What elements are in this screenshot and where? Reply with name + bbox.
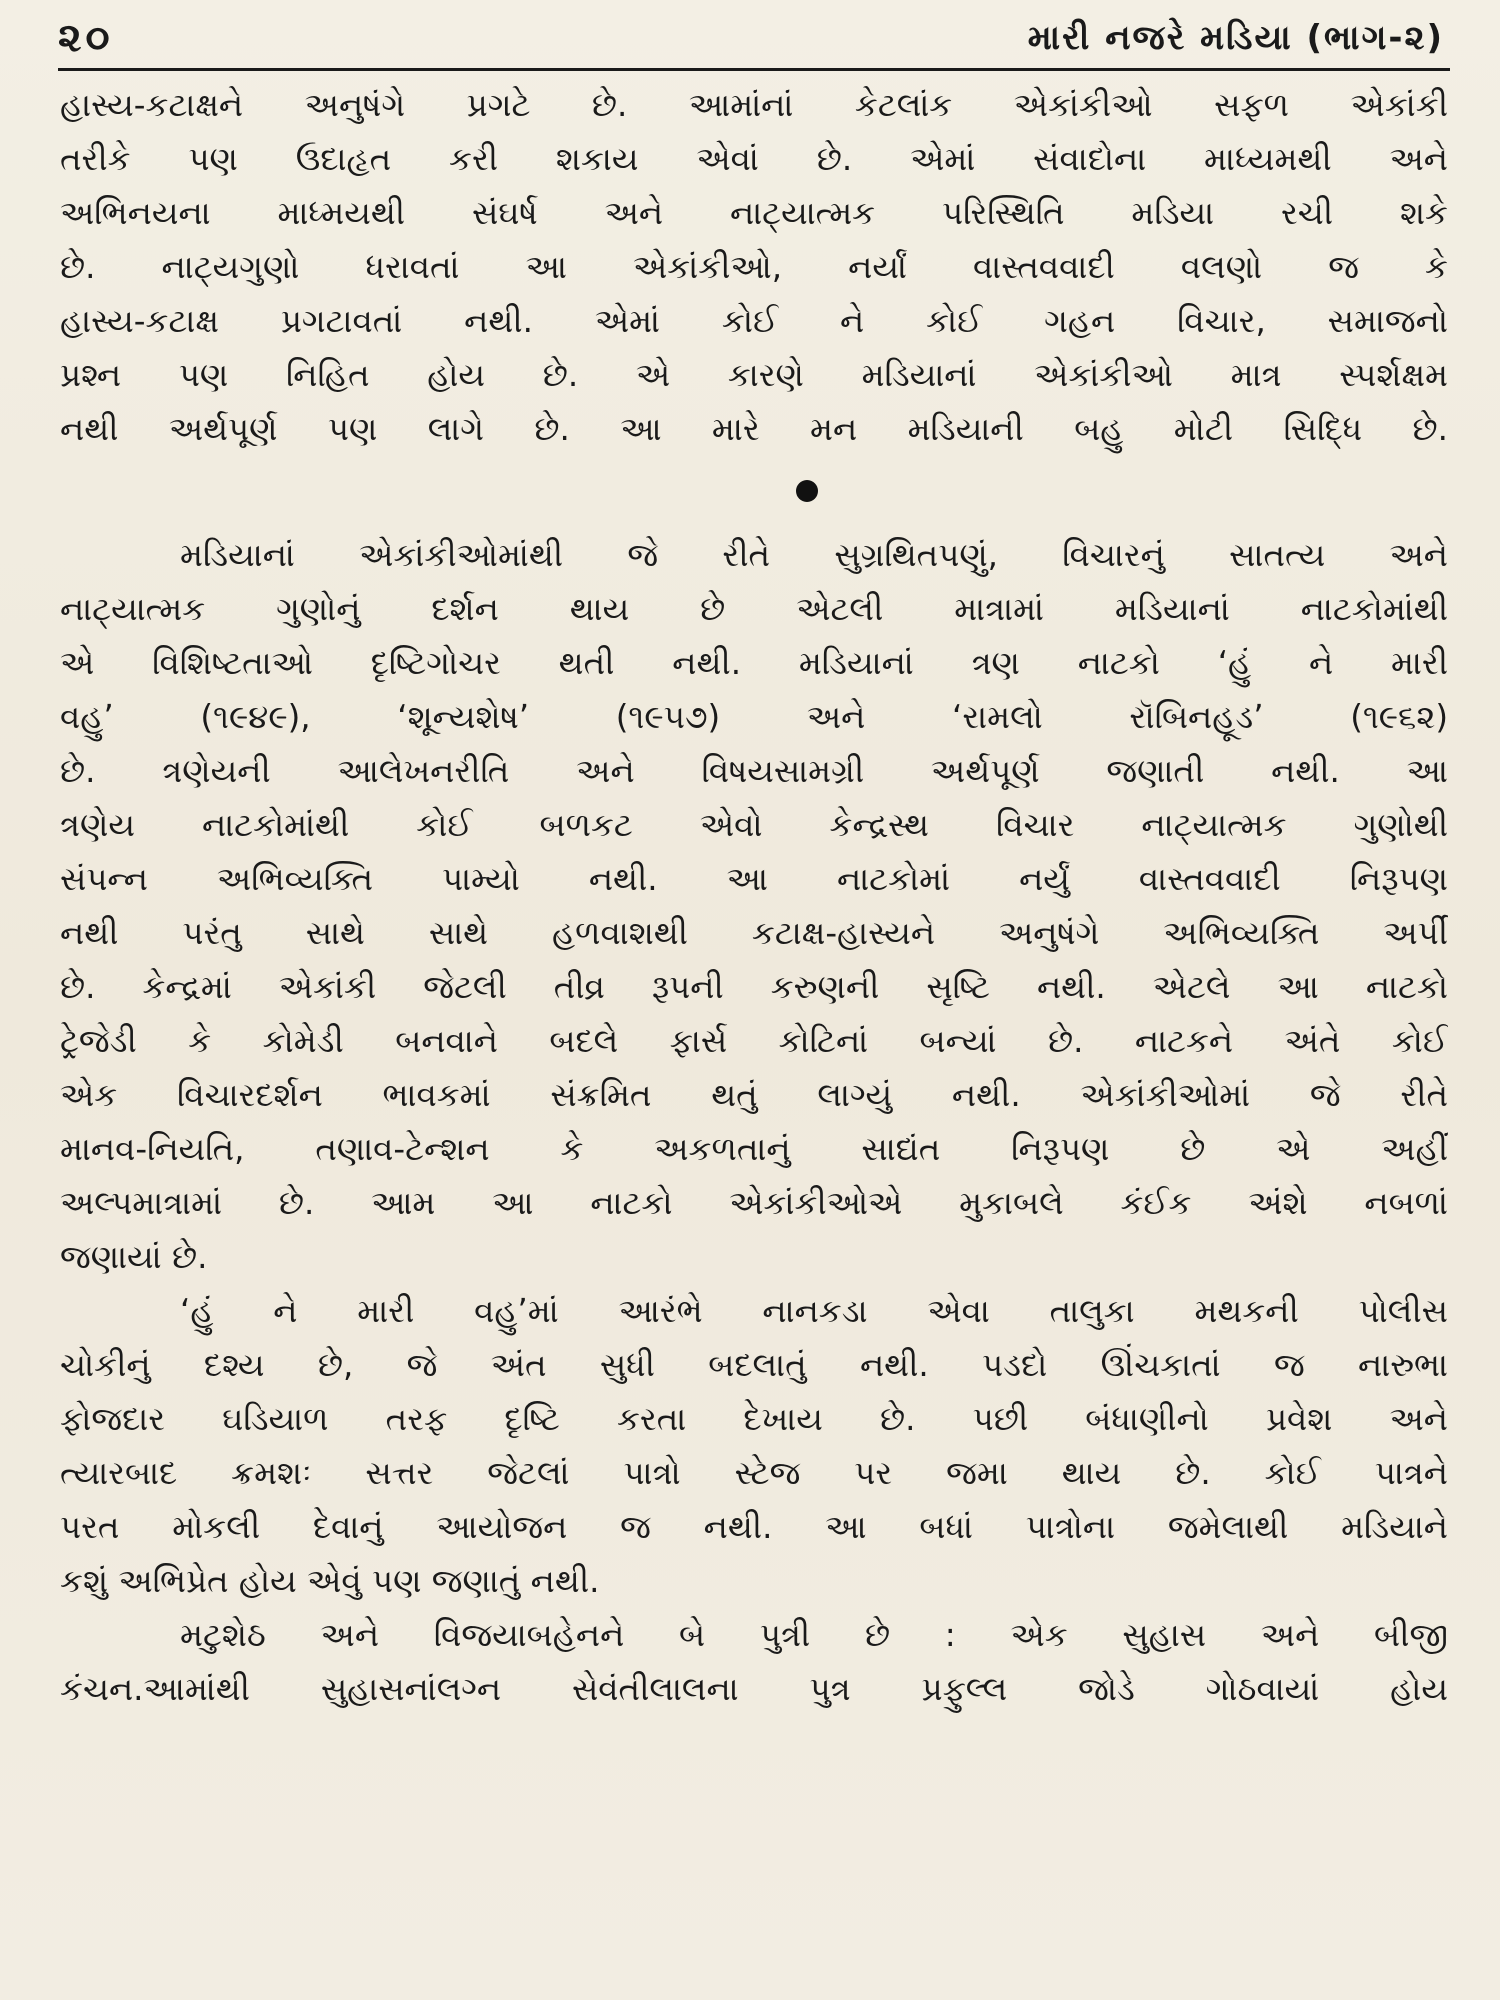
text-line: ત્રણેય નાટકોમાંથી કોઈ બળકટ એવો કેન્દ્રસ્થ વિચાર નાટ્યાત્મક ગુણોથી — [60, 806, 1448, 844]
text-line: પરત મોકલી દેવાનું આયોજન જ નથી. આ બધાં પાત્રોના જમેલાથી મડિયાને — [60, 1508, 1448, 1546]
page-header — [58, 12, 1450, 64]
paragraph — [60, 528, 1448, 1284]
text-line: માનવ-નિયતિ, તણાવ-ટેન્શન કે અકળતાનું સાદ્યંત નિરૂપણ છે એ અહીં — [60, 1130, 1448, 1168]
text-line: કંચન.આમાંથી સુહાસનાંલગ્ન સેવંતીલાલના પુત્ર પ્રફુલ્લ જોડે ગોઠવાયાં હોય — [60, 1670, 1448, 1708]
text-line: ટ્રેજેડી કે કોમેડી બનવાને બદલે ફાર્સ કોટિનાં બન્યાં છે. નાટકને અંતે કોઈ — [60, 1022, 1448, 1060]
text-line: કશું અભિપ્રેત હોય એવું પણ જણાતું નથી. — [60, 1562, 600, 1600]
text-line: જણાયાં છે. — [60, 1238, 208, 1276]
paragraph — [60, 1284, 1448, 1608]
text-line: છે. ત્રણેયની આલેખનરીતિ અને વિષયસામગ્રી અર્થપૂર્ણ જણાતી નથી. આ — [60, 752, 1448, 790]
text-line: ફોજદાર ઘડિયાળ તરફ દૃષ્ટિ કરતા દેખાય છે. પછી બંધાણીનો પ્રવેશ અને — [60, 1400, 1448, 1438]
text-line: છે. કેન્દ્રમાં એકાંકી જેટલી તીવ્ર રૂપની કરુણની સૃષ્ટિ નથી. એટલે આ નાટકો — [60, 968, 1448, 1006]
text-line: અભિનયના માધ્મયથી સંઘર્ષ અને નાટ્યાત્મક પરિસ્થિતિ મડિયા રચી શકે — [60, 194, 1448, 232]
header-rule — [58, 68, 1450, 71]
text-line: છે. નાટ્યગુણો ધરાવતાં આ એકાંકીઓ, નર્યાં વાસ્તવવાદી વલણો જ કે — [60, 248, 1448, 286]
paragraph — [60, 78, 1448, 456]
text-line: પ્રશ્ન પણ નિહિત હોય છે. એ કારણે મડિયાનાં એકાંકીઓ માત્ર સ્પર્શક્ષમ — [60, 356, 1448, 394]
text-line: વહુ’ (૧૯૪૯), ‘શૂન્યશેષ’ (૧૯૫૭) અને ‘રામલો રૉબિનહૂડ’ (૧૯૬૨) — [60, 698, 1448, 736]
text-line: ચોકીનું દશ્ય છે, જે અંત સુધી બદલાતું નથી. પડદો ઊંચકાતાં જ નારુભા — [60, 1346, 1448, 1384]
text-line: તરીકે પણ ઉદાહૃત કરી શકાય એવાં છે. એમાં સંવાદોના માધ્યમથી અને — [60, 140, 1448, 178]
text-line: સંપન્ન અભિવ્યક્તિ પામ્યો નથી. આ નાટકોમાં નર્યું વાસ્તવવાદી નિરૂપણ — [60, 860, 1448, 898]
text-line: ‘હું ને મારી વહુ’માં આરંભે નાનકડા એવા તાલુકા મથકની પોલીસ — [180, 1292, 1448, 1330]
paragraph — [60, 1608, 1448, 1716]
page-number: ૨૦ — [58, 15, 114, 61]
text-line: એ વિશિષ્ટતાઓ દૃષ્ટિગોચર થતી નથી. મડિયાનાં ત્રણ નાટકો ‘હું ને મારી — [60, 644, 1448, 682]
text-line: મડિયાનાં એકાંકીઓમાંથી જે રીતે સુગ્રથિતપણું, વિચારનું સાતત્ય અને — [180, 536, 1448, 574]
running-title: મારી નજરે મડિયા (ભાગ-૨) — [1027, 18, 1444, 58]
text-line: નથી પરંતુ સાથે સાથે હળવાશથી કટાક્ષ-હાસ્યને અનુષંગે અભિવ્યક્તિ અર્પી — [60, 914, 1448, 952]
text-line: મટુશેઠ અને વિજયાબહેનને બે પુત્રી છે : એક સુહાસ અને બીજી — [180, 1616, 1448, 1654]
text-line: એક વિચારદર્શન ભાવકમાં સંક્રમિત થતું લાગ્યું નથી. એકાંકીઓમાં જે રીતે — [60, 1076, 1448, 1114]
text-line: અલ્પમાત્રામાં છે. આમ આ નાટકો એકાંકીઓએ મુકાબલે કંઈક અંશે નબળાં — [60, 1184, 1448, 1222]
text-line: નથી અર્થપૂર્ણ પણ લાગે છે. આ મારે મન મડિયાની બહુ મોટી સિદ્ધિ છે. — [60, 410, 1448, 448]
section-separator — [60, 456, 1448, 528]
body-text — [60, 78, 1448, 1716]
bullet-ornament — [796, 480, 818, 502]
text-line: હાસ્ય-કટાક્ષને અનુષંગે પ્રગટે છે. આમાંનાં કેટલાંક એકાંકીઓ સફળ એકાંકી — [60, 86, 1448, 124]
text-line: નાટ્યાત્મક ગુણોનું દર્શન થાય છે એટલી માત્રામાં મડિયાનાં નાટકોમાંથી — [60, 590, 1448, 628]
text-line: ત્યારબાદ ક્રમશઃ સત્તર જેટલાં પાત્રો સ્ટેજ પર જમા થાય છે. કોઈ પાત્રને — [60, 1454, 1448, 1492]
text-line: હાસ્ય-કટાક્ષ પ્રગટાવતાં નથી. એમાં કોઈ ને કોઈ ગહન વિચાર, સમાજનો — [60, 302, 1448, 340]
